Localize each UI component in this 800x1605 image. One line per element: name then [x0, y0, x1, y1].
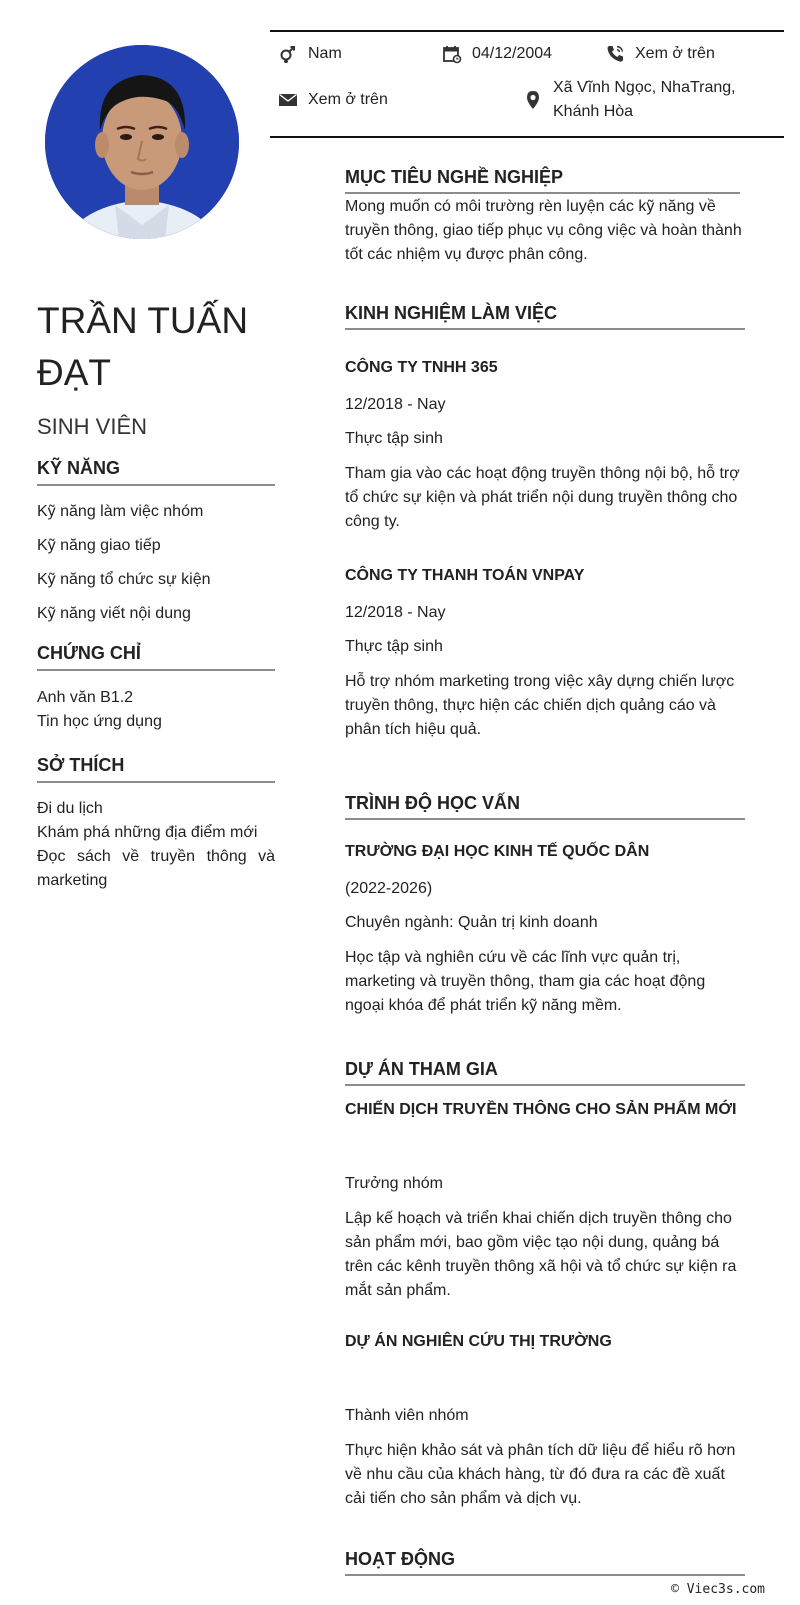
experience-description: Hỗ trợ nhóm marketing trong việc xây dựng chiến lược truyền thông, thực hiện các chiến dịch quảng cáo và phân tích hiệu quả.	[345, 673, 735, 738]
certificate-item: Anh văn B1.2	[37, 689, 134, 706]
hobby-item: Đọc sách về truyền thông và marketing	[37, 848, 275, 889]
project-description: Lập kế hoạch và triển khai chiến dịch truyền thông cho sản phẩm mới, bao gồm việc tạo nội dung, quảng bá trên các kênh truyền thông xã hội và tổ chức sự kiện ra mắt sản phẩm.	[345, 1210, 737, 1299]
hobby-item: Khám phá những địa điểm mới	[37, 824, 258, 841]
certificates-list	[37, 686, 275, 734]
projects-title: DỰ ÁN THAM GIA	[345, 1059, 745, 1086]
hobbies-list	[37, 797, 275, 893]
school-name: TRƯỜNG ĐẠI HỌC KINH TẾ QUỐC DÂN	[345, 843, 650, 860]
education-title: TRÌNH ĐỘ HỌC VẤN	[345, 793, 745, 820]
skills-title: KỸ NĂNG	[37, 458, 275, 486]
address-value: Xã Vĩnh Ngọc, NhaTrang, Khánh Hòa	[553, 79, 736, 120]
candidate-name: TRẦN TUẤN ĐẠT	[37, 300, 249, 393]
experience-period: 12/2018 - Nay	[345, 396, 446, 413]
gender-value: Nam	[308, 45, 342, 62]
email-value: Xem ở trên	[308, 91, 388, 108]
gender-icon	[278, 44, 298, 64]
hobby-item: Đi du lịch	[37, 800, 103, 817]
calendar-icon	[442, 44, 462, 64]
contact-phone	[605, 42, 715, 66]
experience-title: KINH NGHIỆM LÀM VIỆC	[345, 303, 745, 330]
education-period: (2022-2026)	[345, 880, 433, 897]
experience-role: Thực tập sinh	[345, 430, 443, 447]
education-description: Học tập và nghiên cứu về các lĩnh vực quản trị, marketing và truyền thông, tham gia các hoạt động ngoại khóa để phát triển kỹ năng mềm.	[345, 949, 706, 1014]
education-major: Chuyên ngành: Quản trị kinh doanh	[345, 914, 598, 931]
avatar	[45, 45, 239, 239]
objective-text: Mong muốn có môi trường rèn luyện các kỹ năng về truyền thông, giao tiếp phục vụ công việc và hoàn thành tốt các nhiệm vụ được phân công.	[345, 198, 742, 263]
contact-bar	[270, 30, 784, 138]
experience-role: Thực tập sinh	[345, 638, 443, 655]
contact-address	[523, 76, 763, 124]
company-name: CÔNG TY TNHH 365	[345, 359, 498, 376]
skill-item: Kỹ năng viết nội dung	[37, 605, 191, 622]
project-name: DỰ ÁN NGHIÊN CỨU THỊ TRƯỜNG	[345, 1333, 612, 1350]
phone-icon	[605, 44, 625, 64]
project-name: CHIẾN DỊCH TRUYỀN THÔNG CHO SẢN PHẨM MỚI	[345, 1101, 737, 1118]
contact-email	[278, 88, 388, 112]
skill-item: Kỹ năng tổ chức sự kiện	[37, 571, 211, 588]
skills-list	[37, 500, 275, 636]
project-role: Thành viên nhóm	[345, 1407, 469, 1424]
experience-period: 12/2018 - Nay	[345, 604, 446, 621]
activities-title: HOẠT ĐỘNG	[345, 1549, 745, 1576]
company-name: CÔNG TY THANH TOÁN VNPAY	[345, 567, 585, 584]
phone-value: Xem ở trên	[635, 45, 715, 62]
experience-description: Tham gia vào các hoạt động truyền thông nội bộ, hỗ trợ tổ chức sự kiện và phát triển nội dung truyền thông cho công ty.	[345, 465, 740, 530]
project-description: Thực hiện khảo sát và phân tích dữ liệu để hiểu rõ hơn về nhu cầu của khách hàng, từ đó đưa ra các đề xuất cải tiến cho sản phẩm và dịch vụ.	[345, 1442, 736, 1507]
location-icon	[523, 90, 543, 110]
dob-value: 04/12/2004	[472, 45, 553, 62]
job-title: SINH VIÊN	[37, 414, 148, 439]
project-role: Trưởng nhóm	[345, 1175, 443, 1192]
certificate-item: Tin học ứng dụng	[37, 713, 162, 730]
skill-item: Kỹ năng giao tiếp	[37, 537, 161, 554]
avatar-photo	[45, 45, 239, 239]
objective-title: MỤC TIÊU NGHỀ NGHIỆP	[345, 167, 740, 194]
skill-item: Kỹ năng làm việc nhóm	[37, 503, 204, 520]
watermark: © Viec3s.com	[671, 1582, 765, 1597]
hobbies-title: SỞ THÍCH	[37, 755, 275, 783]
contact-gender	[278, 42, 342, 66]
certificates-title: CHỨNG CHỈ	[37, 643, 275, 671]
contact-dob	[442, 42, 552, 66]
email-icon	[278, 90, 298, 110]
